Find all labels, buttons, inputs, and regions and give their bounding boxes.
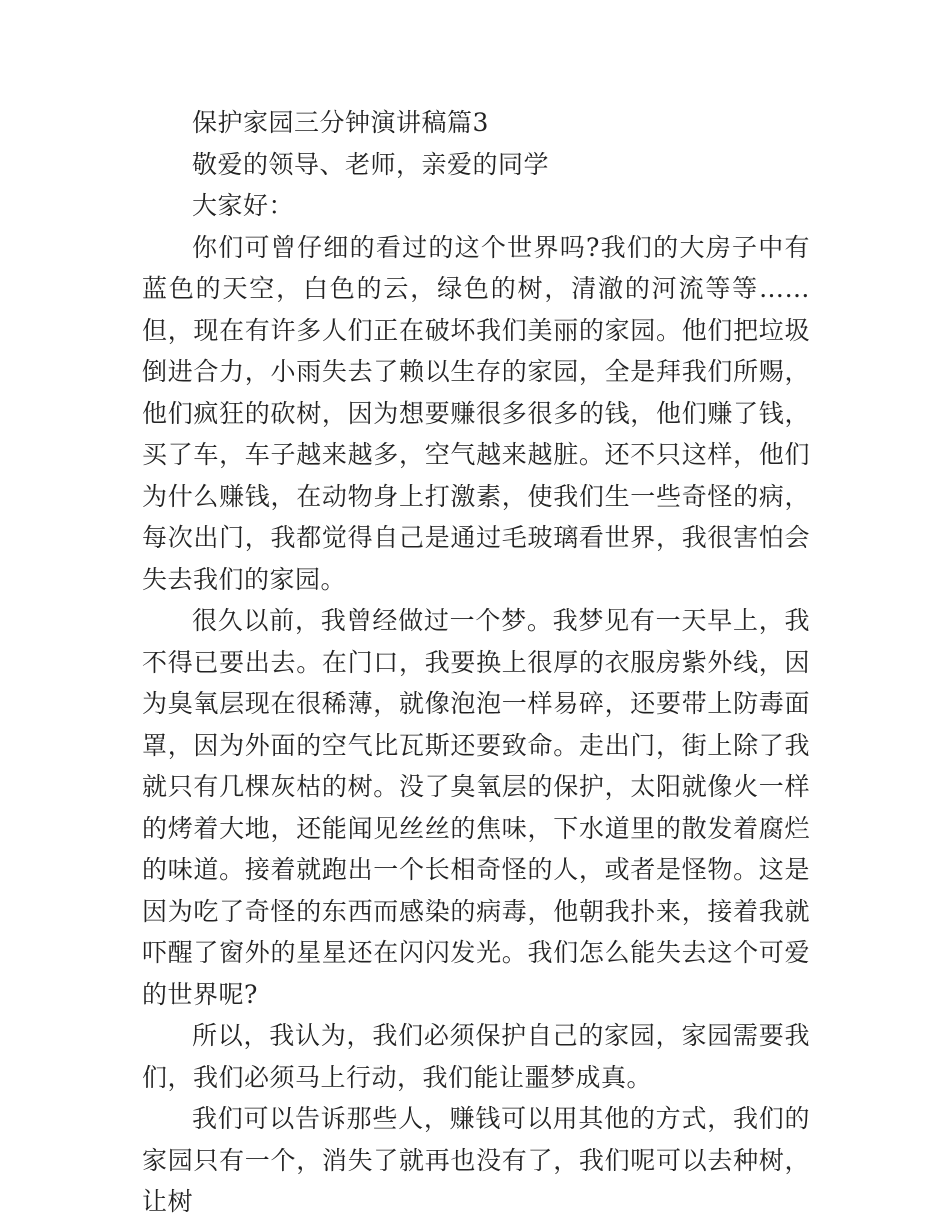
greeting: 大家好： — [192, 191, 295, 220]
paragraph-2: 很久以前，我曾经做过一个梦。我梦见有一天早上，我不得已要出去。在门口，我要换上很厚的衣服房紫外线，因为臭氧层现在很稀薄，就像泡泡一样易碎，还要带上防毒面罩，因为外面的空气比瓦斯还要致命。走出门，街上除了我就只有几棵灰枯的树。没了臭氧层的保护，太阳就像火一样的烤着大地，还能闻见丝丝的焦味，下水道里的散发着腐烂的味道。接着就跑出一个长相奇怪的人，或者是怪物。这是因为吃了奇怪的东西而感染的病毒，他朝我扑来，接着我就吓醒了窗外的星星还在闪闪发光。我们怎么能失去这个可爱的世界呢? — [142, 606, 810, 1009]
document-title: 保护家园三分钟演讲稿篇3 — [192, 108, 489, 137]
salutation: 敬爱的领导、老师，亲爱的同学 — [192, 149, 550, 179]
paragraph-4: 我们可以告诉那些人，赚钱可以用其他的方式，我们的家园只有一个，消失了就再也没有了，我们呢可以去种树，让树 — [142, 1104, 810, 1216]
paragraph-3: 所以，我认为，我们必须保护自己的家园，家园需要我们，我们必须马上行动，我们能让噩梦成真。 — [142, 1021, 810, 1092]
document-body — [142, 102, 810, 1223]
paragraph-1: 你们可曾仔细的看过的这个世界吗?我们的大房子中有蓝色的天空，白色的云，绿色的树，清澈的河流等等……但，现在有许多人们正在破坏我们美丽的家园。他们把垃圾倒进合力，小雨失去了赖以生存的家园，全是拜我们所赐，他们疯狂的砍树，因为想要赚很多很多的钱，他们赚了钱，买了车，车子越来越多，空气越来越脏。还不只这样，他们为什么赚钱，在动物身上打激素，使我们生一些奇怪的病，每次出门，我都觉得自己是通过毛玻璃看世界，我很害怕会失去我们的家园。 — [142, 232, 810, 594]
